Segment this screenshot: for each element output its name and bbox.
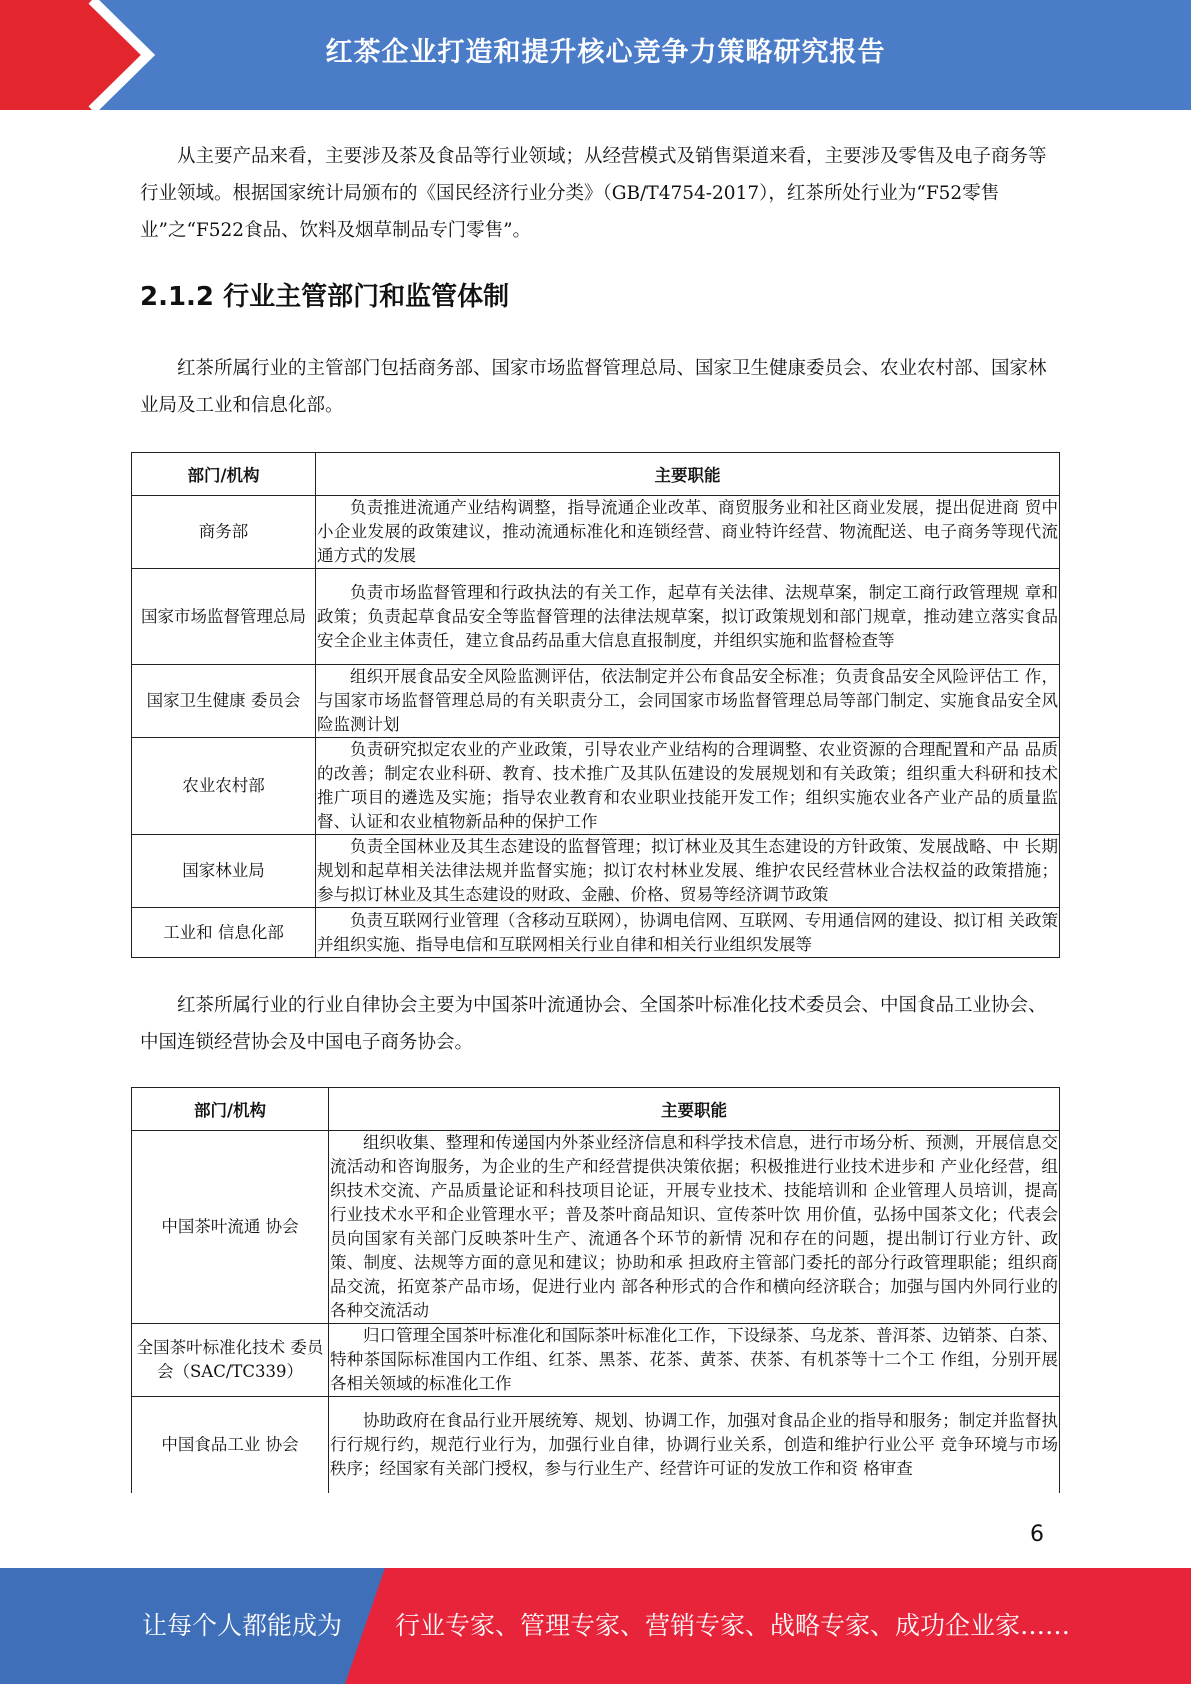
function-cell: 协助政府在食品行业开展统筹、规划、协调工作，加强对食品企业的指导和服务；制定并监督执行行规行约，规范行业行为，加强行业自律，协调行业关系，创造和维护行业公平 竞争环境与市场秩序；经国家有关部门授权，参与行业生产、经营许可证的发放工作和资 格审查 — [329, 1397, 1060, 1493]
function-cell: 负责全国林业及其生态建设的监督管理；拟订林业及其生态建设的方针政策、发展战略、中 长期规划和起草相关法律法规并监督实施；拟订农村林业发展、维护农民经营林业合法权益的政策措施；参与拟订林业及其生态建设的财政、金融、价格、贸易等经济调节政策 — [316, 835, 1060, 908]
intro-paragraph: 从主要产品来看，主要涉及茶及食品等行业领域；从经营模式及销售渠道来看，主要涉及零售及电子商务等行业领域。根据国家统计局颁布的《国民经济行业分类》（GB/T4754-2017），红茶所处行业为“F52零售业”之“F522食品、饮料及烟草制品专门零售”。 — [140, 146, 1047, 241]
report-title: 红茶企业打造和提升核心竞争力策略研究报告 — [325, 37, 886, 68]
page-footer — [0, 1568, 1191, 1684]
table-row — [132, 1397, 1060, 1493]
table-row — [132, 496, 1060, 569]
regulators-paragraph: 红茶所属行业的主管部门包括商务部、国家市场监督管理总局、国家卫生健康委员会、农业农村部、国家林业局及工业和信息化部。 — [140, 358, 1047, 416]
page-header — [0, 0, 1191, 110]
function-cell: 负责互联网行业管理（含移动互联网），协调电信网、互联网、专用通信网的建设、拟订相 关政策并组织实施、指导电信和互联网相关行业自律和相关行业组织发展等 — [316, 908, 1060, 958]
org-cell: 商务部 — [132, 496, 316, 569]
associations-table — [131, 1087, 1060, 1493]
function-cell: 归口管理全国茶叶标准化和国际茶叶标准化工作，下设绿茶、乌龙茶、普洱茶、边销茶、白茶、特种茶国际标准国内工作组、红茶、黑茶、花茶、黄茶、茯茶、有机茶等十二个工 作组，分别开展各相关领域的标准化工作 — [329, 1324, 1060, 1397]
page-number: 6 — [1030, 1522, 1044, 1547]
table-row — [132, 738, 1060, 835]
table-row — [132, 1131, 1060, 1324]
function-cell: 负责市场监督管理和行政执法的有关工作，起草有关法律、法规草案，制定工商行政管理规 章和政策；负责起草食品安全等监督管理的法律法规草案，拟订政策规划和部门规章，推动建立落实食品安全企业主体责任，建立食品药品重大信息直报制度，并组织实施和监督检查等 — [316, 569, 1060, 665]
org-cell: 农业农村部 — [132, 738, 316, 835]
table-header-function: 主要职能 — [329, 1088, 1060, 1131]
footer-slogan-right: 行业专家、管理专家、营销专家、战略专家、成功企业家…… — [395, 1611, 1071, 1640]
org-cell: 工业和 信息化部 — [132, 908, 316, 958]
org-cell: 中国食品工业 协会 — [132, 1397, 329, 1493]
org-cell: 国家林业局 — [132, 835, 316, 908]
org-cell: 中国茶叶流通 协会 — [132, 1131, 329, 1324]
org-cell: 国家卫生健康 委员会 — [132, 665, 316, 738]
table-header-org: 部门/机构 — [132, 1088, 329, 1131]
footer-slogan-left: 让每个人都能成为 — [142, 1611, 343, 1640]
associations-paragraph: 红茶所属行业的行业自律协会主要为中国茶叶流通协会、全国茶叶标准化技术委员会、中国食品工业协会、中国连锁经营协会及中国电子商务协会。 — [140, 995, 1047, 1053]
table-row — [132, 665, 1060, 738]
table-header-org: 部门/机构 — [132, 453, 316, 496]
function-cell: 组织开展食品安全风险监测评估，依法制定并公布食品安全标准；负责食品安全风险评估工 作，与国家市场监督管理总局的有关职责分工，会同国家市场监督管理总局等部门制定、实施食品安全风险监测计划 — [316, 665, 1060, 738]
table-row — [132, 569, 1060, 665]
regulators-table — [131, 452, 1060, 958]
function-cell: 负责推进流通产业结构调整，指导流通企业改革、商贸服务业和社区商业发展，提出促进商 贸中小企业发展的政策建议，推动流通标准化和连锁经营、商业特许经营、物流配送、电子商务等现代流通方式的发展 — [316, 496, 1060, 569]
function-cell: 组织收集、整理和传递国内外茶业经济信息和科学技术信息，进行市场分析、预测，开展信息交流活动和咨询服务，为企业的生产和经营提供决策依据；积极推进行业技术进步和 产业化经营，组织技术交流、产品质量论证和科技项目论证，开展专业技术、技能培训和 企业管理人员培训，提高行业技术水平和企业管理水平；普及茶叶商品知识、宣传茶叶饮 用价值，弘扬中国茶文化；代表会员向国家有关部门反映茶叶生产、流通各个环节的新情 况和存在的问题，提出制订行业方针、政策、制度、法规等方面的意见和建议；协助和承 担政府主管部门委托的部分行政管理职能；组织商品交流，拓宽茶产品市场，促进行业内 部各种形式的合作和横向经济联合；加强与国内外同行业的各种交流活动 — [329, 1131, 1060, 1324]
table-row — [132, 835, 1060, 908]
table-row — [132, 1324, 1060, 1397]
table-header-function: 主要职能 — [316, 453, 1060, 496]
section-heading: 2.1.2 行业主管部门和监管体制 — [140, 282, 510, 312]
table-row — [132, 908, 1060, 958]
function-cell: 负责研究拟定农业的产业政策，引导农业产业结构的合理调整、农业资源的合理配置和产品 品质的改善；制定农业科研、教育、技术推广及其队伍建设的发展规划和有关政策；组织重大科研和技术推广项目的遴选及实施；指导农业教育和农业职业技能开发工作；组织实施农业各产业产品的质量监督、认证和农业植物新品种的保护工作 — [316, 738, 1060, 835]
org-cell: 国家市场监督管理总局 — [132, 569, 316, 665]
org-cell: 全国茶叶标准化技术 委员会（SAC/TC339） — [132, 1324, 329, 1397]
